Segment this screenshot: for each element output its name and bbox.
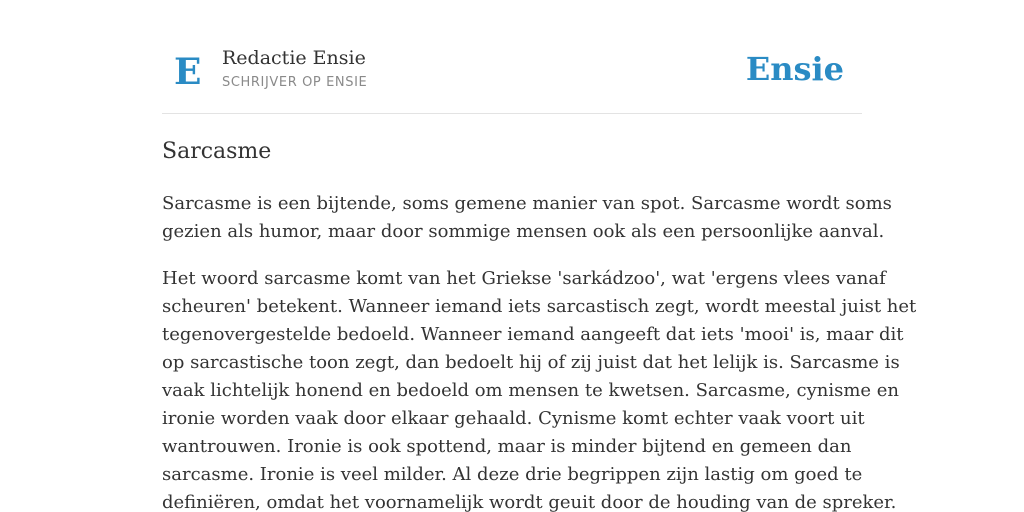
paragraph-line: op sarcastische toon zegt, dan bedoelt hij of zij juist dat het lelijk is. Sarcasme is (162, 352, 900, 373)
article-card (162, 0, 917, 512)
paragraph-line: Sarcasme is een bijtende, soms gemene manier van spot. Sarcasme wordt soms (162, 193, 892, 214)
article-paragraph (162, 190, 892, 246)
article-header (162, 0, 862, 114)
paragraph-line: vaak lichtelijk honend en bedoeld om mensen te kwetsen. Sarcasme, cynisme en (162, 380, 900, 401)
paragraph-line: Het woord sarcasme komt van het Griekse 'sarkádzoo', wat 'ergens vlees vanaf (162, 268, 886, 289)
paragraph-line: ironie worden vaak door elkaar gehaald. Cynisme komt echter vaak voort uit (162, 408, 865, 429)
paragraph-line: wantrouwen. Ironie is ook spottend, maar is minder bijtend en gemeen dan (162, 436, 852, 457)
author-role: SCHRIJVER OP ENSIE (222, 75, 368, 90)
author-avatar[interactable]: E (174, 51, 202, 93)
article-title: Sarcasme (162, 139, 272, 164)
paragraph-line: scheuren' betekent. Wanneer iemand iets sarcastisch zegt, wordt meestal juist het (162, 296, 917, 317)
paragraph-line: sarcasme. Ironie is veel milder. Al deze drie begrippen zijn lastig om goed te (162, 464, 863, 485)
paragraph-line: tegenovergestelde bedoeld. Wanneer iemand aangeeft dat iets 'mooi' is, maar dit (162, 324, 904, 345)
paragraph-line: definiëren, omdat het voornamelijk wordt geuit door de houding van de spreker. (162, 492, 897, 512)
author-name[interactable]: Redactie Ensie (222, 47, 366, 69)
paragraph-line: gezien als humor, maar door sommige mensen ook als een persoonlijke aanval. (162, 221, 885, 242)
ensie-logo[interactable]: Ensie (745, 50, 844, 88)
article-paragraph (162, 265, 917, 512)
